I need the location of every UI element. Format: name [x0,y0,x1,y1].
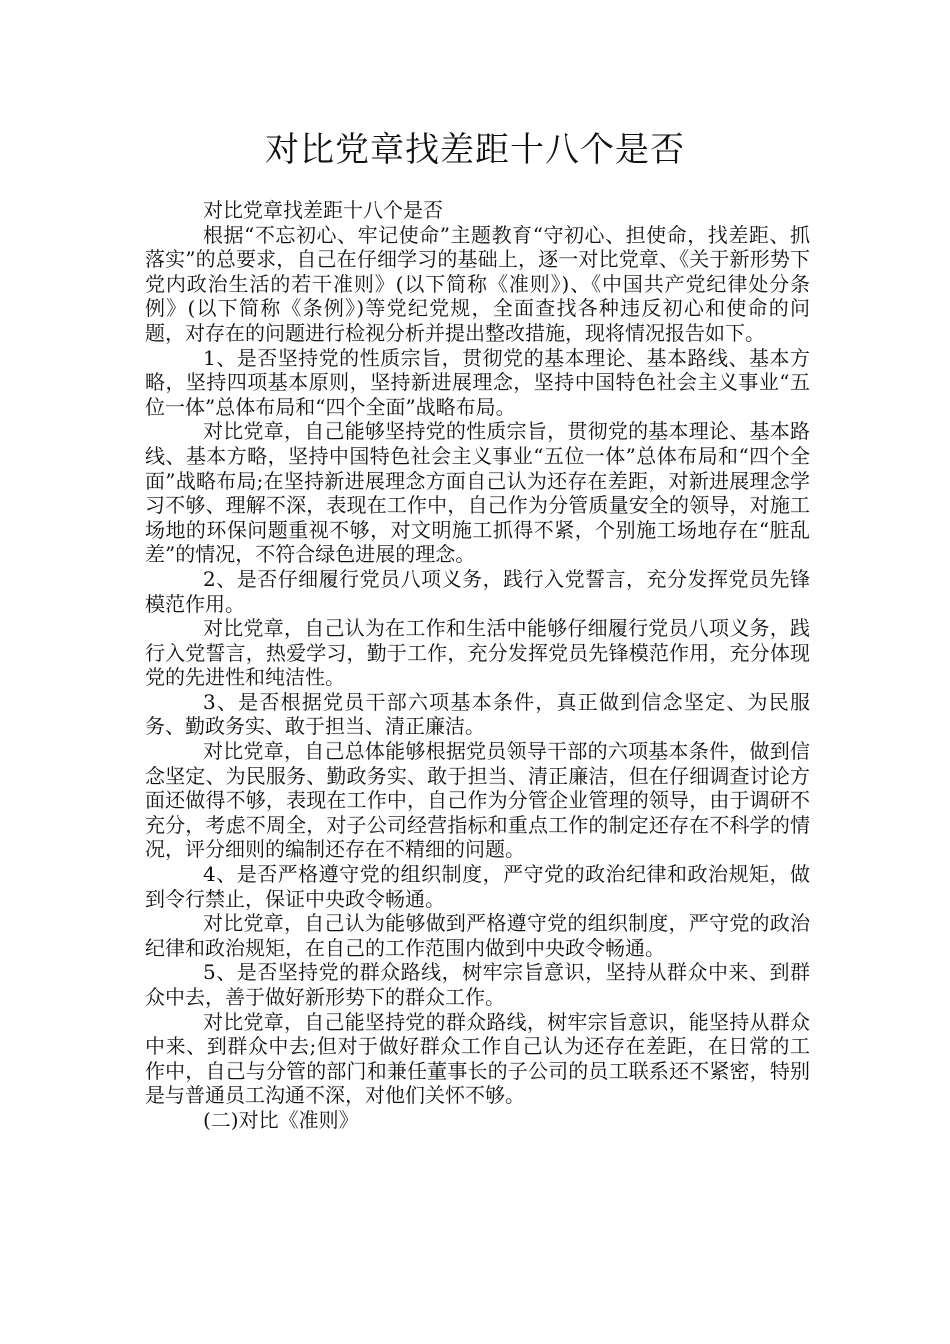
section-heading: (二)对比《准则》 [203,1107,359,1132]
paragraph-answer-4: 对比党章，自己认为能够做到严格遵守党的组织制度，严守党的政治纪律和政治规矩，在自己的工作范围内做到中央政令畅通。 [145,911,810,960]
paragraph-answer-2: 对比党章，自己认为在工作和生活中能够仔细履行党员八项义务，践行入党誓言，热爱学习，勤于工作，充分发挥党员先锋模范作用，充分体现党的先进性和纯洁性。 [145,616,810,690]
page-title: 对比党章找差距十八个是否 [265,130,685,170]
paragraph-question-5: 5、是否坚持党的群众路线，树牢宗旨意识，坚持从群众中来、到群众中去，善于做好新形势下的群众工作。 [145,960,810,1009]
paragraph-subtitle: 对比党章找差距十八个是否 [203,198,443,222]
paragraph-question-3: 3、是否根据党员干部六项基本条件，真正做到信念坚定、为民服务、勤政务实、敢于担当、清正廉洁。 [145,689,810,739]
paragraph-answer-1: 对比党章，自己能够坚持党的性质宗旨，贯彻党的基本理论、基本路线、基本方略，坚持中国特色社会主义事业“五位一体”总体布局和“四个全面”战略布局;在坚持新进展理念方面自己认为还存在差距，对新进展理念学习不够、理解不深，表现在工作中，自己作为分管质量安全的领导，对施工场地的环保问题重视不够，对文明施工抓得不紧，个别施工场地存在“脏乱差”的情况，不符合绿色进展的理念。 [145,419,810,567]
paragraph-answer-3: 对比党章，自己总体能够根据党员领导干部的六项基本条件，做到信念坚定、为民服务、勤政务实、敢于担当、清正廉洁，但在仔细调查讨论方面还做得不够，表现在工作中，自己作为分管企业管理的领导，由于调研不充分，考虑不周全，对子公司经营指标和重点工作的制定还存在不科学的情况，评分细则的编制还存在不精细的问题。 [145,739,810,862]
paragraph-question-2: 2、是否仔细履行党员八项义务，践行入党誓言，充分发挥党员先锋模范作用。 [145,566,810,616]
paragraph-answer-5: 对比党章，自己能坚持党的群众路线，树牢宗旨意识，能坚持从群众中来、到群众中去;但对于做好群众工作自己认为还存在差距，在日常的工作中，自己与分管的部门和兼任董事长的子公司的员工联系还不紧密，特别是与普通员工沟通不深，对他们关怀不够。 [145,1009,810,1108]
paragraph-intro: 根据“不忘初心、牢记使命”主题教育“守初心、担使命，找差距、抓落实”的总要求，自己在仔细学习的基础上，逐一对比党章、《关于新形势下党内政治生活的若干准则》(以下简称《准则》)、《中国共产党纪律处分条例》(以下简称《条例》)等党纪党规，全面查找各种违反初心和使命的问题，对存在的问题进行检视分析并提出整改措施，现将情况报告如下。 [145,222,810,345]
paragraph-question-1: 1、是否坚持党的性质宗旨，贯彻党的基本理论、基本路线、基本方略，坚持四项基本原则，坚持新进展理念，坚持中国特色社会主义事业“五位一体”总体布局和“四个全面”战略布局。 [145,345,810,419]
document-body [145,198,810,1133]
paragraph-question-4: 4、是否严格遵守党的组织制度，严守党的政治纪律和政治规矩，做到令行禁止，保证中央政令畅通。 [145,862,810,911]
